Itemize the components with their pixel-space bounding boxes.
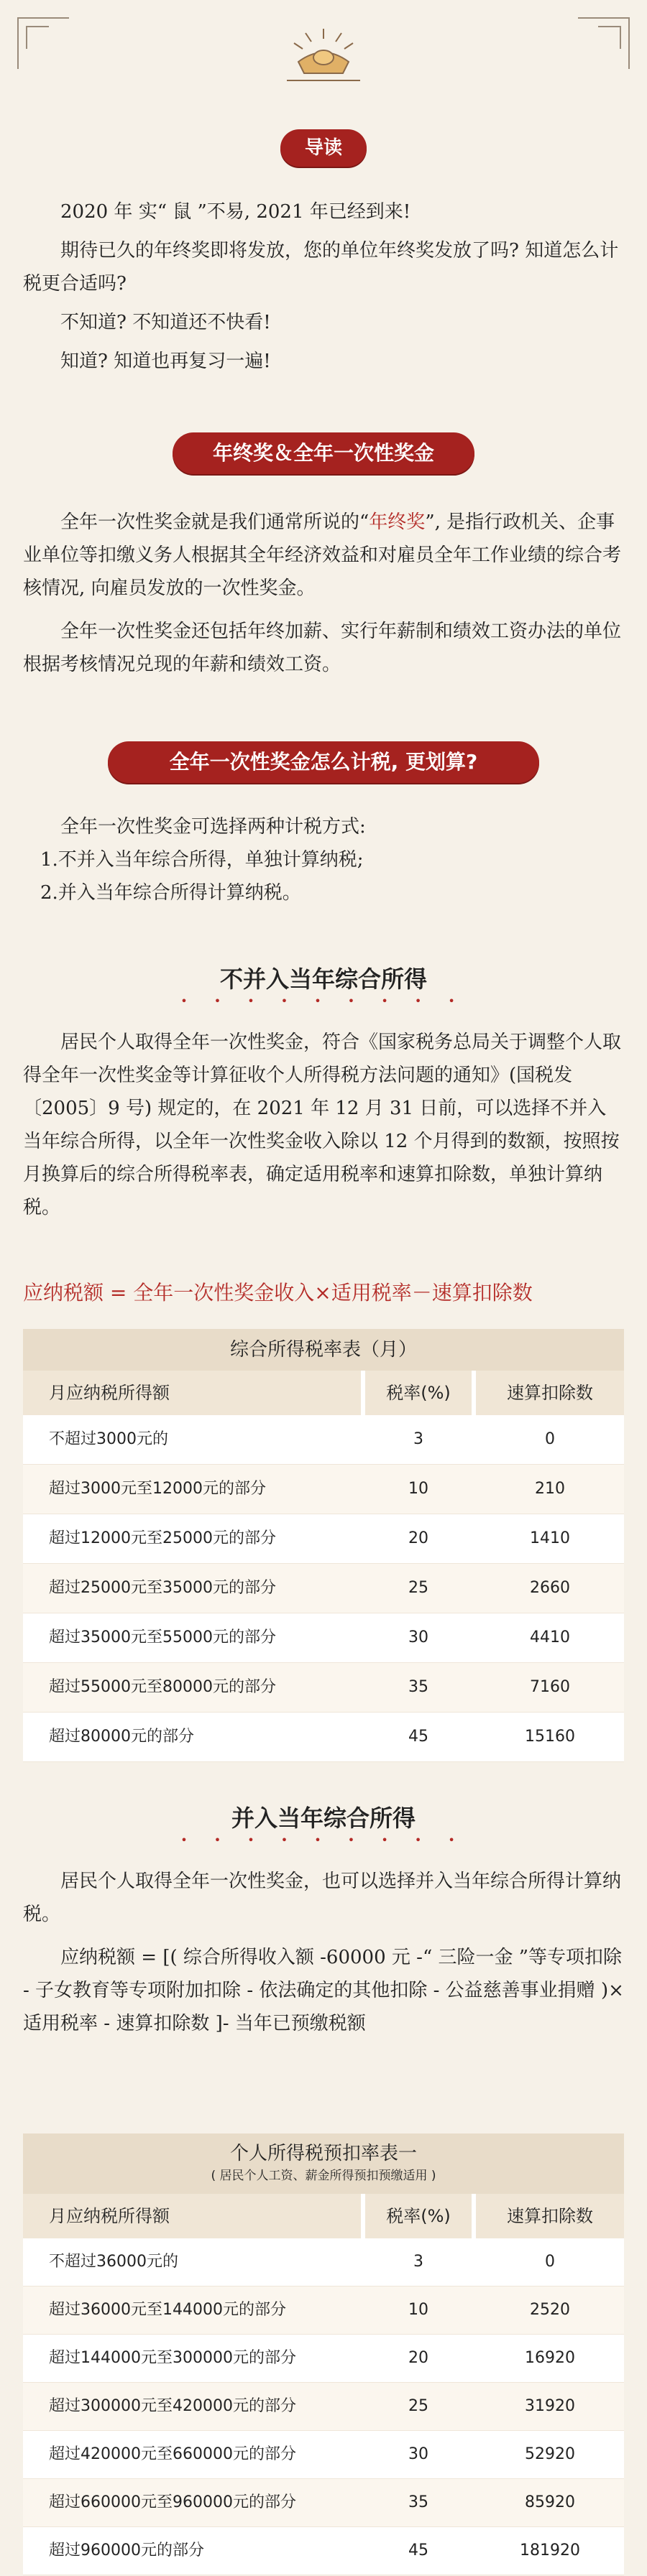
table1-title: 综合所得税率表（月）: [23, 1329, 624, 1371]
cell-quick-deduction: 1410: [530, 1529, 570, 1547]
table1-header-deduction: 速算扣除数: [507, 1383, 593, 1403]
table-row: [23, 2287, 624, 2335]
cell-quick-deduction: 16920: [525, 2349, 575, 2367]
table-row: [23, 1465, 624, 1514]
table2-title: 个人所得税预扣率表一: [229, 2143, 417, 2164]
table1-header: [23, 1371, 624, 1415]
corner-ornament-left: [17, 17, 69, 69]
section-title-how-to-tax: 全年一次性奖金怎么计税, 更划算?: [108, 741, 539, 783]
intro-line-4: 知道? 知道也再复习一遍!: [60, 351, 271, 372]
section-title-year-end-bonus: 年终奖＆全年一次性奖金: [173, 432, 474, 474]
withholding-rate-table: [23, 2133, 624, 2575]
table2-header-income: 月应纳税所得额: [49, 2206, 170, 2226]
gold-ingot-icon: [284, 29, 363, 86]
table-row: [23, 1415, 624, 1465]
table-row: [23, 2383, 624, 2431]
cell-income-bracket: 超过300000元至420000元的部分: [49, 2397, 296, 2415]
cell-tax-rate: 35: [408, 1678, 428, 1696]
table-row: [23, 2431, 624, 2479]
section1-paragraph-2: 全年一次性奖金还包括年终加薪、实行年薪制和绩效工资办法的单位根据考核情况兑现的年薪和绩效工资。: [23, 621, 622, 675]
cell-income-bracket: 不超过3000元的: [49, 1430, 168, 1448]
table1-body: [23, 1415, 624, 1762]
cell-quick-deduction: 7160: [530, 1678, 570, 1696]
intro-line-1: 2020 年 实“ 鼠 ”不易, 2021 年已经到来!: [60, 201, 411, 223]
table2-body: [23, 2238, 624, 2575]
table-row: [23, 2527, 624, 2575]
cell-quick-deduction: 0: [545, 1430, 555, 1448]
cell-tax-rate: 30: [408, 1628, 428, 1646]
corner-ornament-right: [578, 17, 630, 69]
cell-income-bracket: 超过55000元至80000元的部分: [49, 1678, 276, 1696]
cell-income-bracket: 超过35000元至55000元的部分: [49, 1628, 276, 1646]
cell-tax-rate: 20: [408, 2349, 428, 2367]
table2-subtitle: ( 居民个人工资、薪金所得预扣预缴适用 ): [211, 2169, 436, 2183]
cell-quick-deduction: 210: [535, 1480, 565, 1498]
cell-tax-rate: 30: [408, 2445, 428, 2463]
cell-tax-rate: 35: [408, 2493, 428, 2511]
highlight-year-end-bonus: 年终奖: [369, 511, 426, 533]
table2-title-block: [23, 2133, 624, 2194]
cell-tax-rate: 10: [408, 1480, 428, 1498]
cell-tax-rate: 45: [408, 1728, 428, 1746]
intro-line-3: 不知道? 不知道还不快看!: [60, 312, 271, 333]
cell-quick-deduction: 31920: [525, 2397, 575, 2415]
subheading-merged: 并入当年综合所得: [231, 1804, 416, 1832]
cell-income-bracket: 超过420000元至660000元的部分: [49, 2445, 296, 2463]
table-row: [23, 1713, 624, 1762]
table1-header-rate: 税率(%): [361, 1371, 476, 1415]
option-2: 2.并入当年综合所得计算纳税。: [40, 882, 301, 904]
cell-quick-deduction: 4410: [530, 1628, 570, 1646]
cell-quick-deduction: 15160: [525, 1728, 575, 1746]
cell-income-bracket: 不超过36000元的: [49, 2253, 178, 2271]
cell-tax-rate: 3: [413, 1430, 423, 1448]
section1-text: [23, 506, 624, 681]
table2-header: [23, 2194, 624, 2238]
option-1: 1.不并入当年综合所得，单独计算纳税;: [40, 849, 364, 871]
sub2-paragraph: 居民个人取得全年一次性奖金，也可以选择并入当年综合所得计算纳税。: [23, 1871, 622, 1925]
cell-tax-rate: 3: [413, 2253, 423, 2271]
section2-text: [23, 810, 624, 909]
cell-quick-deduction: 2660: [530, 1579, 570, 1597]
formula-merged: 应纳税额 = [( 综合所得收入额 -60000 元 -“ 三险一金 ”等专项扣除 - 子女教育等专项附加扣除 - 依法确定的其他扣除 - 公益慈善事业捐赠 )× 适用税率 - 速算扣除数 ]- 当年已预缴税额: [23, 1947, 624, 2034]
cell-income-bracket: 超过80000元的部分: [49, 1728, 194, 1746]
table-row: [23, 2479, 624, 2527]
table-row: [23, 1613, 624, 1663]
table2-header-rate: 税率(%): [361, 2194, 476, 2238]
table-row: [23, 2335, 624, 2383]
cell-quick-deduction: 85920: [525, 2493, 575, 2511]
cell-quick-deduction: 0: [545, 2253, 555, 2271]
table-row: [23, 2238, 624, 2287]
cell-tax-rate: 45: [408, 2542, 428, 2559]
intro-text: [23, 195, 624, 378]
cell-income-bracket: 超过144000元至300000元的部分: [49, 2349, 296, 2367]
cell-quick-deduction: 2520: [530, 2301, 570, 2319]
table-row: [23, 1564, 624, 1613]
sub1-paragraph: 居民个人取得全年一次性奖金，符合《国家税务总局关于调整个人取得全年一次性奖金等计算征收个人所得税方法问题的通知》(国税发〔2005〕9 号) 规定的，在 2021 年 12 月 31 日前，可以选择不并入当年综合所得，以全年一次性奖金收入除以 12 个月得到的数额，按照按月换算后的综合所得税率表，确定适用税率和速算扣除数，单独计算纳税。: [23, 1032, 622, 1218]
cell-income-bracket: 超过25000元至35000元的部分: [49, 1579, 276, 1597]
formula-not-merged: 应纳税额 = 全年一次性奖金收入×适用税率－速算扣除数: [23, 1281, 533, 1305]
table-row: [23, 1514, 624, 1564]
cell-quick-deduction: 181920: [520, 2542, 580, 2559]
table2-header-deduction: 速算扣除数: [507, 2206, 593, 2226]
dot-divider-1: • • • • • • • • •: [180, 994, 467, 1008]
cell-quick-deduction: 52920: [525, 2445, 575, 2463]
cell-income-bracket: 超过12000元至25000元的部分: [49, 1529, 276, 1547]
intro-badge: 导读: [280, 129, 367, 167]
table1-header-income: 月应纳税所得额: [49, 1383, 170, 1403]
cell-tax-rate: 25: [408, 2397, 428, 2415]
section2-intro: 全年一次性奖金可选择两种计税方式:: [60, 816, 366, 838]
cell-tax-rate: 10: [408, 2301, 428, 2319]
cell-income-bracket: 超过3000元至12000元的部分: [49, 1480, 266, 1498]
dot-divider-2: • • • • • • • • •: [180, 1833, 467, 1847]
sub2-text: [23, 1865, 624, 2040]
intro-line-2: 期待已久的年终奖即将发放，您的单位年终奖发放了吗? 知道怎么计税更合适吗?: [23, 240, 619, 295]
cell-tax-rate: 20: [408, 1529, 428, 1547]
cell-income-bracket: 超过36000元至144000元的部分: [49, 2301, 286, 2319]
cell-income-bracket: 超过660000元至960000元的部分: [49, 2493, 296, 2511]
monthly-tax-rate-table: [23, 1329, 624, 1762]
subheading-not-merged: 不并入当年综合所得: [219, 965, 427, 993]
cell-tax-rate: 25: [408, 1579, 428, 1597]
section1-paragraph-1: 全年一次性奖金就是我们通常所说的“年终奖”, 是指行政机关、企事业单位等扣缴义务人根据其全年经济效益和对雇员全年工作业绩的综合考核情况, 向雇员发放的一次性奖金。: [23, 511, 622, 599]
cell-income-bracket: 超过960000元的部分: [49, 2542, 204, 2559]
table-row: [23, 1663, 624, 1713]
